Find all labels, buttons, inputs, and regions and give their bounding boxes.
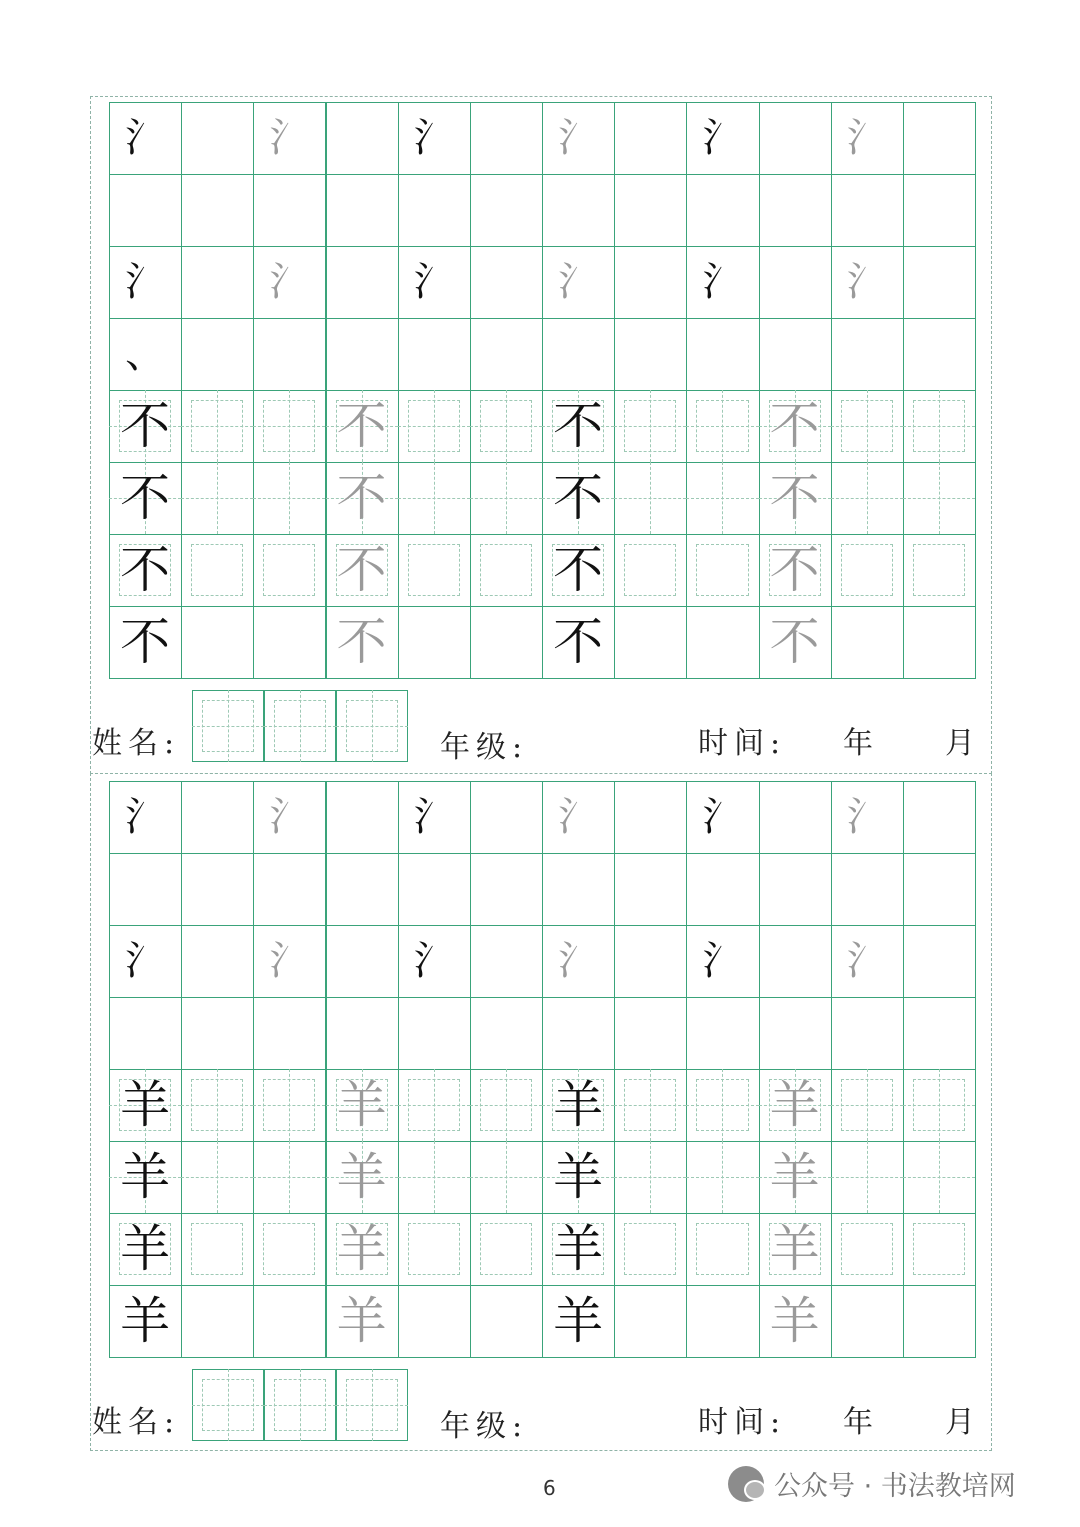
- grid-cell: [542, 174, 615, 247]
- practice-char: 羊: [769, 1292, 820, 1350]
- grid-cell: [614, 781, 687, 854]
- grid-cell: [614, 925, 687, 998]
- guide-line: [722, 1069, 723, 1141]
- guide-line: [650, 390, 651, 462]
- grid-cell: [470, 606, 543, 679]
- guide-box: [408, 1223, 460, 1275]
- guide-box: [191, 544, 243, 596]
- grid-cell: [181, 246, 254, 319]
- time-label: 时间:: [698, 1405, 787, 1440]
- grid-cell: [759, 781, 832, 854]
- year-label: 年: [843, 1405, 879, 1440]
- stroke-char: 氵: [125, 115, 166, 161]
- stroke-char: 氵: [702, 115, 743, 161]
- guide-line: [506, 390, 507, 462]
- guide-line: [939, 1069, 940, 1141]
- grid-cell: [181, 781, 254, 854]
- grid-cell: [470, 102, 543, 175]
- guide-line: [434, 1141, 435, 1213]
- stroke-char: 氵: [269, 794, 310, 840]
- stroke-char: 氵: [413, 115, 454, 161]
- stroke-char: 氵: [702, 794, 743, 840]
- grade-label: 年级:: [440, 1409, 529, 1444]
- grid-cell: [109, 853, 182, 926]
- grid-cell: [614, 606, 687, 679]
- grid-cell: [903, 1285, 976, 1358]
- guide-box: [480, 544, 532, 596]
- grid-cell: [614, 246, 687, 319]
- guide-box: [841, 1223, 893, 1275]
- practice-char: 羊: [553, 1220, 604, 1278]
- grid-cell: [470, 174, 543, 247]
- watermark: [728, 1464, 1016, 1503]
- practice-char: 羊: [553, 1148, 604, 1206]
- practice-char: 羊: [769, 1148, 820, 1206]
- guide-line: [434, 1069, 435, 1141]
- practice-char: 羊: [336, 1148, 387, 1206]
- practice-char: 不: [769, 469, 820, 527]
- grid-cell: [326, 781, 399, 854]
- watermark-text: 公众号 · 书法教培网: [774, 1471, 1016, 1502]
- guide-line: [228, 690, 229, 762]
- time-label: 时间:: [698, 726, 787, 761]
- grid-cell: [759, 102, 832, 175]
- name-label: 姓名:: [92, 726, 181, 761]
- guide-box: [263, 1223, 315, 1275]
- grid-cell: [326, 997, 399, 1070]
- name-label: 姓名:: [92, 1405, 181, 1440]
- grid-cell: [398, 318, 471, 391]
- practice-char: 羊: [769, 1076, 820, 1134]
- guide-line: [867, 462, 868, 534]
- stroke-char: 氵: [558, 115, 599, 161]
- guide-box: [696, 544, 748, 596]
- stroke-char: 氵: [413, 259, 454, 305]
- practice-char: 羊: [336, 1292, 387, 1350]
- grid-cell: [903, 174, 976, 247]
- grid-cell: [686, 174, 759, 247]
- practice-char: 不: [769, 541, 820, 599]
- grid-cell: [253, 606, 326, 679]
- grid-cell: [326, 318, 399, 391]
- grid-cell: [542, 853, 615, 926]
- grid-cell: [253, 1285, 326, 1358]
- grid-cell: [686, 853, 759, 926]
- guide-line: [867, 1069, 868, 1141]
- grid-cell: [686, 606, 759, 679]
- grid-cell: [398, 1285, 471, 1358]
- grid-cell: [181, 606, 254, 679]
- guide-line: [300, 1369, 301, 1441]
- grid-cell: [181, 174, 254, 247]
- practice-char: 羊: [120, 1148, 171, 1206]
- stroke-char: 氵: [269, 259, 310, 305]
- guide-line: [650, 462, 651, 534]
- practice-char: 羊: [553, 1292, 604, 1350]
- stroke-char: 氵: [269, 938, 310, 984]
- practice-char: 不: [553, 469, 604, 527]
- guide-line: [650, 1069, 651, 1141]
- grade-label: 年级:: [440, 730, 529, 765]
- grid-cell: [831, 318, 904, 391]
- grid-cell: [903, 606, 976, 679]
- guide-line: [289, 462, 290, 534]
- grid-cell: [470, 318, 543, 391]
- grid-cell: [903, 853, 976, 926]
- stroke-char: 氵: [558, 259, 599, 305]
- grid-cell: [326, 102, 399, 175]
- practice-char: 羊: [336, 1220, 387, 1278]
- guide-box: [913, 544, 965, 596]
- grid-cell: [326, 925, 399, 998]
- practice-char: 不: [553, 613, 604, 671]
- grid-cell: [686, 1285, 759, 1358]
- stroke-char: 氵: [846, 115, 887, 161]
- grid-cell: [903, 925, 976, 998]
- practice-char: 羊: [120, 1076, 171, 1134]
- practice-char: 不: [769, 613, 820, 671]
- practice-char: 羊: [120, 1220, 171, 1278]
- grid-cell: [759, 174, 832, 247]
- grid-cell: [759, 925, 832, 998]
- grid-cell: [398, 606, 471, 679]
- practice-char: 羊: [336, 1076, 387, 1134]
- month-label: 月: [945, 1405, 981, 1440]
- grid-cell: [398, 853, 471, 926]
- practice-char: 羊: [553, 1076, 604, 1134]
- guide-line: [939, 390, 940, 462]
- stroke-char: 氵: [558, 938, 599, 984]
- guide-line: [722, 462, 723, 534]
- grid-cell: [326, 853, 399, 926]
- grid-cell: [181, 1285, 254, 1358]
- practice-char: 羊: [769, 1220, 820, 1278]
- year-label: 年: [843, 726, 879, 761]
- guide-box: [696, 1223, 748, 1275]
- guide-line: [867, 1141, 868, 1213]
- guide-box: [480, 1223, 532, 1275]
- grid-cell: [109, 997, 182, 1070]
- guide-box: [408, 544, 460, 596]
- guide-box: [913, 1223, 965, 1275]
- practice-char: 不: [120, 541, 171, 599]
- guide-line: [217, 462, 218, 534]
- grid-cell: [614, 174, 687, 247]
- grid-cell: [326, 246, 399, 319]
- guide-line: [289, 1141, 290, 1213]
- guide-line: [722, 1141, 723, 1213]
- guide-line: [867, 390, 868, 462]
- guide-line: [939, 462, 940, 534]
- stroke-char: 氵: [702, 938, 743, 984]
- page-number: 6: [543, 1476, 556, 1500]
- guide-box: [263, 544, 315, 596]
- grid-cell: [470, 1285, 543, 1358]
- grid-cell: [326, 174, 399, 247]
- guide-line: [372, 690, 373, 762]
- guide-line: [650, 1141, 651, 1213]
- guide-line: [506, 1141, 507, 1213]
- grid-cell: [759, 997, 832, 1070]
- guide-line: [300, 690, 301, 762]
- grid-cell: [614, 853, 687, 926]
- guide-box: [841, 544, 893, 596]
- practice-char: 不: [553, 541, 604, 599]
- guide-line: [289, 1069, 290, 1141]
- practice-char: 不: [553, 397, 604, 455]
- grid-cell: [759, 246, 832, 319]
- stroke-char: 氵: [269, 115, 310, 161]
- stroke-char: 氵: [413, 794, 454, 840]
- grid-cell: [759, 853, 832, 926]
- grid-cell: [614, 1285, 687, 1358]
- grid-cell: [614, 102, 687, 175]
- grid-cell: [831, 853, 904, 926]
- practice-char: 不: [769, 397, 820, 455]
- practice-char: 不: [336, 397, 387, 455]
- grid-cell: [686, 318, 759, 391]
- grid-cell: [686, 997, 759, 1070]
- guide-line: [434, 462, 435, 534]
- practice-char: 不: [120, 613, 171, 671]
- grid-cell: [542, 997, 615, 1070]
- practice-char: 不: [120, 469, 171, 527]
- grid-cell: [831, 1285, 904, 1358]
- stroke-char: 氵: [846, 259, 887, 305]
- stroke-char: 氵: [125, 938, 166, 984]
- practice-char: 不: [336, 541, 387, 599]
- stroke-char: 氵: [846, 794, 887, 840]
- guide-line: [372, 1369, 373, 1441]
- grid-cell: [831, 174, 904, 247]
- grid-cell: [903, 997, 976, 1070]
- grid-cell: [181, 318, 254, 391]
- stroke-char: 氵: [558, 794, 599, 840]
- practice-char: 不: [336, 469, 387, 527]
- guide-line: [939, 1141, 940, 1213]
- guide-line: [434, 390, 435, 462]
- stroke-char: 氵: [413, 938, 454, 984]
- grid-cell: [470, 853, 543, 926]
- month-label: 月: [945, 726, 981, 761]
- grid-cell: [181, 853, 254, 926]
- practice-char: 不: [120, 397, 171, 455]
- stroke-char: 氵: [125, 259, 166, 305]
- guide-line: [506, 462, 507, 534]
- grid-cell: [470, 781, 543, 854]
- wechat-icon: [728, 1466, 764, 1502]
- guide-line: [506, 1069, 507, 1141]
- guide-box: [191, 1223, 243, 1275]
- grid-cell: [831, 606, 904, 679]
- stroke-char: 氵: [125, 794, 166, 840]
- grid-cell: [903, 102, 976, 175]
- grid-cell: [253, 174, 326, 247]
- grid-cell: [253, 318, 326, 391]
- grid-cell: [253, 853, 326, 926]
- grid-cell: [109, 174, 182, 247]
- guide-line: [228, 1369, 229, 1441]
- grid-cell: [181, 102, 254, 175]
- guide-line: [217, 390, 218, 462]
- grid-cell: [759, 318, 832, 391]
- grid-cell: [903, 781, 976, 854]
- grid-cell: [614, 318, 687, 391]
- grid-cell: [470, 246, 543, 319]
- grid-cell: [542, 318, 615, 391]
- stroke-char: 氵: [702, 259, 743, 305]
- guide-box: [624, 544, 676, 596]
- grid-cell: [398, 174, 471, 247]
- grid-cell: [181, 997, 254, 1070]
- grid-cell: [253, 997, 326, 1070]
- grid-cell: [614, 997, 687, 1070]
- stroke-char: 、: [125, 331, 166, 377]
- stroke-char: 氵: [846, 938, 887, 984]
- guide-line: [289, 390, 290, 462]
- practice-char: 羊: [120, 1292, 171, 1350]
- practice-char: 不: [336, 613, 387, 671]
- grid-cell: [903, 246, 976, 319]
- grid-cell: [470, 925, 543, 998]
- grid-cell: [903, 318, 976, 391]
- grid-cell: [470, 997, 543, 1070]
- grid-cell: [831, 997, 904, 1070]
- guide-line: [722, 390, 723, 462]
- grid-cell: [181, 925, 254, 998]
- guide-box: [624, 1223, 676, 1275]
- guide-line: [217, 1141, 218, 1213]
- grid-cell: [398, 997, 471, 1070]
- guide-line: [217, 1069, 218, 1141]
